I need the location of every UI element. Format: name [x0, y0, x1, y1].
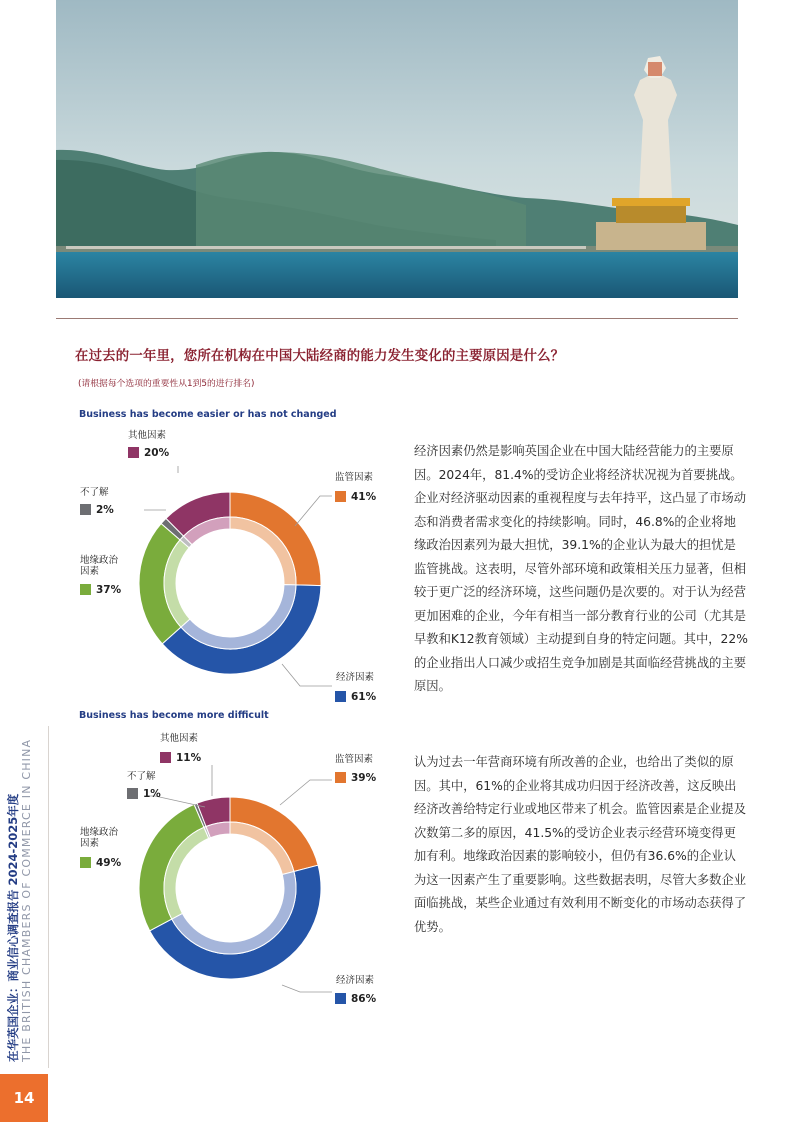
chart1-value-reg — [335, 491, 376, 503]
chart2-swatch-reg — [335, 772, 346, 783]
question-note: (请根据每个选项的重要性从1到5的进行排名) — [78, 379, 255, 389]
chart1-label-geo-line2: 因素 — [80, 566, 100, 577]
chart1-leader-eco — [282, 664, 332, 686]
body-paragraph-1: 经济因素仍然是影响英国企业在中国大陆经营能力的主要原因。2024年，81.4%的受访企业将经济状况视为首要挑战。企业对经济驱动因素的重视程度与去年持平，这凸显了市场动态和消费者需求变化的持续影响。同时，46.8%的企业将地缘政治因素列为最大担忧，39.1%的企业认为最大的担忧是监管挑战。这表明，尽管外部环境和政策相关压力显著，但相较于更广泛的经济环境，这些问题仍是次要的。对于认为经营更加困难的企业，今年有相当一部分教育行业的公司（尤其是早教和K12教育领域）主动提到自身的特定问题。其中，22%的企业指出人口减少或招生竞争加剧是其面临经营挑战的主要原因。 — [414, 444, 748, 693]
sidebar-title-cn: 在华英国企业：商业信心调查报告 2024-2025年度 — [6, 793, 20, 1062]
chart1-swatch-reg — [335, 491, 346, 502]
chart1-label-geo-line1: 地缘政治 — [80, 555, 119, 566]
chart1-label-unknown: 不了解 — [80, 487, 109, 498]
chart2-label-geo-line2: 因素 — [80, 838, 100, 849]
chart2-leader-eco — [282, 985, 332, 992]
chart2-value-unknown-text: 1% — [143, 788, 161, 800]
chart1-title: Business has become easier or has not changed — [79, 409, 337, 420]
body-paragraph-2: 认为过去一年营商环境有所改善的企业，也给出了类似的原因。其中，61%的企业将其成功归因于经济改善，这反映出经济改善给特定行业或地区带来了机会。监管因素是企业提及次数第二多的原因，41.5%的受访企业表示经营环境变得更加有利。地缘政治因素的影响较小，但仍有36.6%的企业认为这一因素产生了重要影响。这些数据表明，尽管大多数企业面临挑战，某些企业通过有效利用不断变化的市场动态获得了优势。 — [414, 755, 747, 934]
chart2-swatch-other — [160, 752, 171, 763]
chart2-value-eco-text: 86% — [351, 993, 377, 1005]
chart1-value-unknown-text: 2% — [96, 504, 114, 516]
section-divider — [56, 318, 738, 319]
chart2-value-unknown — [127, 788, 161, 800]
chart1-value-eco-text: 61% — [351, 691, 377, 703]
sidebar-divider — [48, 726, 49, 1068]
chart1-swatch-eco — [335, 691, 346, 702]
chart2-value-geo-text: 49% — [96, 857, 122, 869]
chart1-swatch-other — [128, 447, 139, 458]
sidebar-title-en: THE BRITISH CHAMBERS OF COMMERCE IN CHINA — [20, 738, 33, 1062]
chart2-value-eco — [335, 993, 376, 1005]
chart2-swatch-geo — [80, 857, 91, 868]
chart1-label-geo — [80, 555, 118, 577]
chart1-value-geo-text: 37% — [96, 584, 122, 596]
chart2-value-reg-text: 39% — [351, 772, 377, 784]
page-number: 14 — [0, 1074, 48, 1122]
chart2-value-other — [160, 752, 201, 764]
chart2-value-reg — [335, 772, 376, 784]
chart2-label-eco: 经济因素 — [336, 975, 375, 986]
question-title: 在过去的一年里，您所在机构在中国大陆经商的能力发生变化的主要原因是什么？ — [75, 349, 565, 364]
chart1-value-eco — [335, 691, 376, 703]
chart2-value-other-text: 11% — [176, 752, 202, 764]
chart2-label-geo — [80, 827, 118, 849]
chart1-swatch-unknown — [80, 504, 91, 515]
chart2-label-reg: 监管因素 — [335, 754, 374, 765]
header-photo — [56, 0, 738, 298]
chart1-value-unknown — [80, 504, 114, 516]
chart1-value-other — [128, 447, 169, 459]
chart2-label-other: 其他因素 — [160, 733, 199, 744]
donut-chart-easier — [60, 428, 400, 710]
chart2-value-geo — [80, 857, 121, 869]
chart1-value-other-text: 20% — [144, 447, 170, 459]
chart1-label-other: 其他因素 — [128, 430, 167, 441]
sidebar-report-title — [6, 739, 34, 1062]
chart1-label-eco: 经济因素 — [336, 672, 375, 683]
chart1-label-reg: 监管因素 — [335, 472, 374, 483]
chart1-swatch-geo — [80, 584, 91, 595]
chart2-swatch-unknown — [127, 788, 138, 799]
chart2-swatch-eco — [335, 993, 346, 1004]
body-text — [414, 440, 748, 699]
body-text-2 — [414, 751, 748, 939]
chart2-leader-reg — [280, 780, 332, 805]
chart1-value-reg-text: 41% — [351, 491, 377, 503]
chart2-label-unknown: 不了解 — [127, 771, 156, 782]
chart2-label-geo-line1: 地缘政治 — [80, 827, 119, 838]
chart1-leader-reg — [295, 496, 332, 526]
chart2-title: Business has become more difficult — [79, 710, 269, 721]
donut-chart-difficult — [60, 730, 400, 1012]
chart1-value-geo — [80, 584, 121, 596]
